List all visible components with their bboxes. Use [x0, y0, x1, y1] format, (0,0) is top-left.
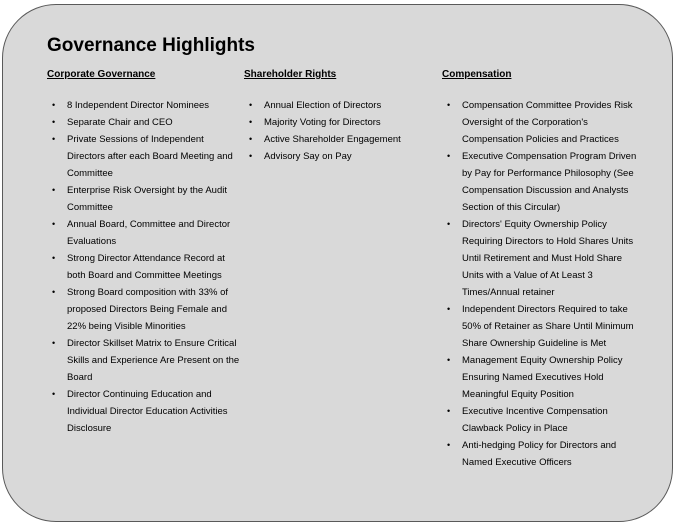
- list-item: [244, 131, 429, 148]
- column-heading: Corporate Governance: [47, 69, 156, 80]
- list-item-text: Strong Board composition with 33% of proposed Directors Being Female and 22% being Visible Minorities: [67, 287, 229, 332]
- bullet-icon: •: [52, 100, 56, 110]
- list-item: [47, 386, 242, 437]
- list-item-text: Director Continuing Education and Individual Director Education Activities Disclosure: [67, 389, 228, 434]
- bullet-icon: •: [52, 117, 56, 127]
- list-item-text: 8 Independent Director Nominees: [67, 100, 210, 111]
- list-item-text: Directors' Equity Ownership Policy Requiring Directors to Hold Shares Units Until Retirement and Must Hold Share Units with a Value of At Least 3 Times/Annual retainer: [462, 219, 634, 298]
- page-title: Governance Highlights: [47, 35, 255, 56]
- list-item-text: Active Shareholder Engagement: [264, 134, 401, 145]
- bullet-icon: •: [249, 117, 253, 127]
- bullet-icon: •: [447, 304, 451, 314]
- list-item-text: Compensation Committee Provides Risk Oversight of the Corporation's Compensation Policies and Practices: [462, 100, 633, 145]
- list-item-text: Independent Directors Required to take 50% of Retainer as Share Until Minimum Share Ownership Guideline is Met: [462, 304, 634, 349]
- bullet-icon: •: [52, 219, 56, 229]
- list-item: [244, 114, 429, 131]
- list-item: [47, 284, 242, 335]
- bullet-icon: •: [52, 287, 56, 297]
- shareholder-rights-list: [244, 97, 429, 165]
- list-item: [47, 216, 242, 250]
- list-item: [244, 97, 429, 114]
- list-item: [442, 216, 642, 301]
- bullet-icon: •: [447, 440, 451, 450]
- list-item: [47, 250, 242, 284]
- list-item: [244, 148, 429, 165]
- list-item-text: Annual Election of Directors: [264, 100, 382, 111]
- list-item-text: Annual Board, Committee and Director Evaluations: [67, 219, 231, 247]
- bullet-icon: •: [52, 389, 56, 399]
- list-item: [442, 97, 642, 148]
- bullet-icon: •: [447, 219, 451, 229]
- list-item: [442, 403, 642, 437]
- list-item: [442, 437, 642, 471]
- list-item-text: Majority Voting for Directors: [264, 117, 381, 128]
- column-heading: Shareholder Rights: [244, 69, 337, 80]
- list-item: [47, 114, 242, 131]
- corporate-governance-column: [47, 68, 242, 437]
- bullet-icon: •: [249, 134, 253, 144]
- list-item-text: Executive Compensation Program Driven by Pay for Performance Philosophy (See Compensation Discussion and Analysts Section of this Circular): [462, 151, 637, 213]
- list-item: [442, 301, 642, 352]
- list-item: [47, 97, 242, 114]
- bullet-icon: •: [447, 406, 451, 416]
- corporate-governance-list: [47, 97, 242, 437]
- list-item-text: Director Skillset Matrix to Ensure Critical Skills and Experience Are Present on the Board: [67, 338, 240, 383]
- list-item-text: Private Sessions of Independent Directors after each Board Meeting and Committee: [67, 134, 233, 179]
- list-item-text: Separate Chair and CEO: [67, 117, 173, 128]
- list-item-text: Enterprise Risk Oversight by the Audit Committee: [67, 185, 227, 213]
- list-item: [47, 335, 242, 386]
- list-item-text: Anti-hedging Policy for Directors and Named Executive Officers: [462, 440, 617, 468]
- bullet-icon: •: [52, 253, 56, 263]
- bullet-icon: •: [447, 151, 451, 161]
- compensation-column: [442, 68, 642, 471]
- shareholder-rights-column: [244, 68, 429, 165]
- list-item-text: Management Equity Ownership Policy Ensuring Named Executives Hold Meaningful Equity Position: [462, 355, 623, 400]
- list-item-text: Strong Director Attendance Record at both Board and Committee Meetings: [67, 253, 225, 281]
- list-item: [442, 352, 642, 403]
- compensation-list: [442, 97, 642, 471]
- bullet-icon: •: [447, 355, 451, 365]
- bullet-icon: •: [52, 134, 56, 144]
- list-item-text: Executive Incentive Compensation Clawback Policy in Place: [462, 406, 608, 434]
- list-item-text: Advisory Say on Pay: [264, 151, 352, 162]
- column-heading: Compensation: [442, 69, 512, 80]
- bullet-icon: •: [249, 151, 253, 161]
- bullet-icon: •: [447, 100, 451, 110]
- bullet-icon: •: [52, 338, 56, 348]
- list-item: [47, 131, 242, 182]
- bullet-icon: •: [52, 185, 56, 195]
- list-item: [47, 182, 242, 216]
- bullet-icon: •: [249, 100, 253, 110]
- list-item: [442, 148, 642, 216]
